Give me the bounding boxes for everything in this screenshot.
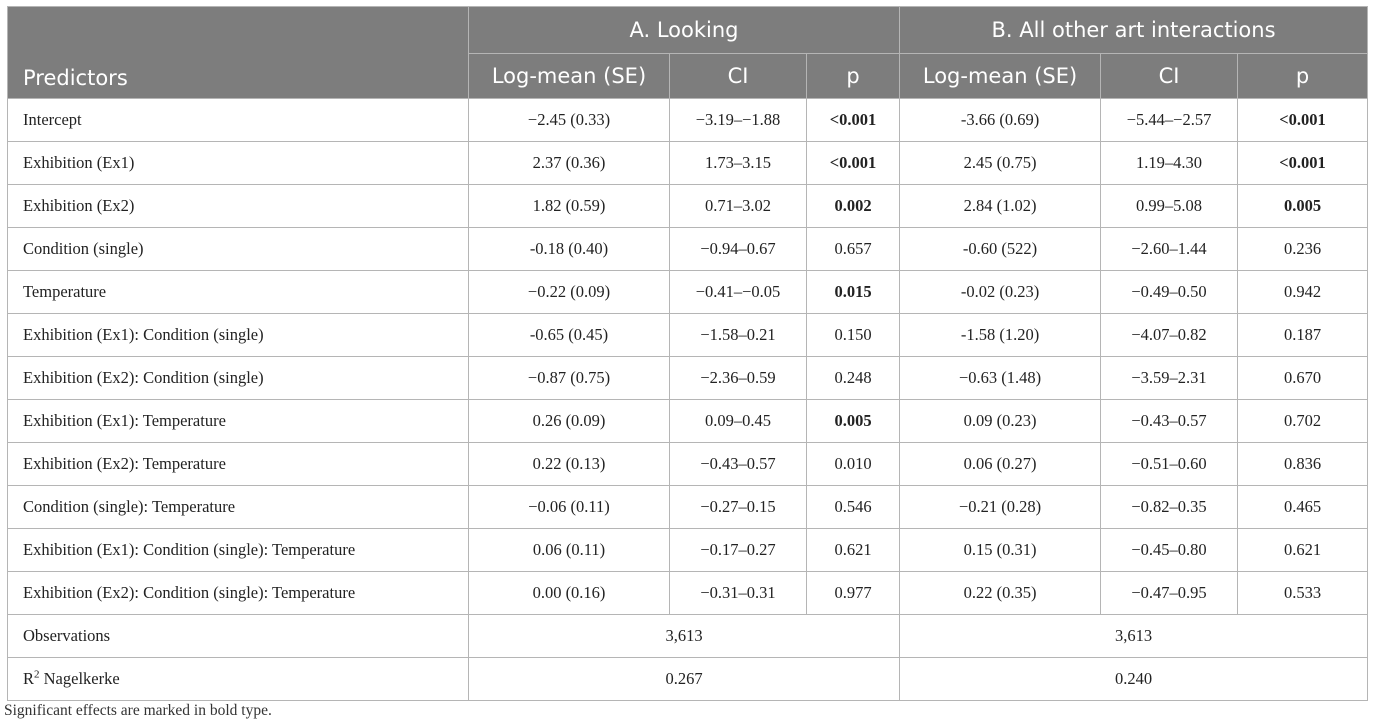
a-logmean: 0.00 (0.16) [469, 572, 670, 615]
a-ci: 0.71–3.02 [670, 185, 807, 228]
a-p: <0.001 [807, 142, 900, 185]
r2-b: 0.240 [900, 658, 1368, 701]
predictor-label: Exhibition (Ex2): Temperature [8, 443, 469, 486]
a-logmean: −0.87 (0.75) [469, 357, 670, 400]
a-ci: −0.27–0.15 [670, 486, 807, 529]
predictor-label: Exhibition (Ex1): Temperature [8, 400, 469, 443]
b-p: <0.001 [1238, 142, 1368, 185]
b-logmean: −0.63 (1.48) [900, 357, 1101, 400]
predictor-label: Exhibition (Ex2): Condition (single) [8, 357, 469, 400]
table-row [8, 271, 1368, 314]
table-row [8, 142, 1368, 185]
table-row [8, 486, 1368, 529]
predictor-label: Condition (single): Temperature [8, 486, 469, 529]
b-p: 0.670 [1238, 357, 1368, 400]
b-ci: −5.44–−2.57 [1101, 99, 1238, 142]
r2-label: $R^2$ Nagelkerke [8, 658, 469, 701]
predictor-label: Exhibition (Ex1) [8, 142, 469, 185]
observations-label: Observations [8, 615, 469, 658]
a-ci: −3.19–−1.88 [670, 99, 807, 142]
a-p: 0.621 [807, 529, 900, 572]
header-group-b: B. All other art interactions [900, 7, 1368, 54]
b-p: 0.702 [1238, 400, 1368, 443]
b-ci: −0.43–0.57 [1101, 400, 1238, 443]
a-ci: −0.41–−0.05 [670, 271, 807, 314]
b-ci: −0.51–0.60 [1101, 443, 1238, 486]
b-logmean: 2.45 (0.75) [900, 142, 1101, 185]
b-p: 0.187 [1238, 314, 1368, 357]
a-p: 0.005 [807, 400, 900, 443]
b-logmean: -0.02 (0.23) [900, 271, 1101, 314]
b-p: <0.001 [1238, 99, 1368, 142]
a-p: 0.010 [807, 443, 900, 486]
a-logmean: −2.45 (0.33) [469, 99, 670, 142]
a-logmean: 0.22 (0.13) [469, 443, 670, 486]
a-p: 0.546 [807, 486, 900, 529]
b-ci: −2.60–1.44 [1101, 228, 1238, 271]
header-b-logmean: Log-mean (SE) [900, 54, 1101, 99]
r2-row [8, 658, 1368, 701]
b-p: 0.836 [1238, 443, 1368, 486]
table-row [8, 357, 1368, 400]
a-logmean: 1.82 (0.59) [469, 185, 670, 228]
b-logmean: 0.09 (0.23) [900, 400, 1101, 443]
predictor-label: Temperature [8, 271, 469, 314]
predictor-label: Intercept [8, 99, 469, 142]
b-ci: −0.82–0.35 [1101, 486, 1238, 529]
a-ci: −0.17–0.27 [670, 529, 807, 572]
table-row [8, 185, 1368, 228]
b-ci: −3.59–2.31 [1101, 357, 1238, 400]
observations-a: 3,613 [469, 615, 900, 658]
a-p: <0.001 [807, 99, 900, 142]
a-p: 0.015 [807, 271, 900, 314]
b-ci: 0.99–5.08 [1101, 185, 1238, 228]
b-logmean: 0.06 (0.27) [900, 443, 1101, 486]
table-row [8, 572, 1368, 615]
a-ci: −1.58–0.21 [670, 314, 807, 357]
predictor-label: Exhibition (Ex2): Condition (single): Temperature [8, 572, 469, 615]
predictor-label: Exhibition (Ex1): Condition (single) [8, 314, 469, 357]
b-logmean: -1.58 (1.20) [900, 314, 1101, 357]
b-logmean: 0.15 (0.31) [900, 529, 1101, 572]
table-row [8, 228, 1368, 271]
b-ci: −4.07–0.82 [1101, 314, 1238, 357]
observations-b: 3,613 [900, 615, 1368, 658]
header-group-a: A. Looking [469, 7, 900, 54]
b-p: 0.236 [1238, 228, 1368, 271]
b-logmean: 0.22 (0.35) [900, 572, 1101, 615]
b-ci: 1.19–4.30 [1101, 142, 1238, 185]
a-p: 0.977 [807, 572, 900, 615]
table-row [8, 314, 1368, 357]
header-b-p: p [1238, 54, 1368, 99]
b-ci: −0.47–0.95 [1101, 572, 1238, 615]
header-a-p: p [807, 54, 900, 99]
header-predictors: Predictors [8, 7, 469, 99]
b-logmean: -3.66 (0.69) [900, 99, 1101, 142]
a-ci: −0.31–0.31 [670, 572, 807, 615]
observations-row [8, 615, 1368, 658]
b-p: 0.533 [1238, 572, 1368, 615]
a-p: 0.150 [807, 314, 900, 357]
b-p: 0.005 [1238, 185, 1368, 228]
table-row [8, 99, 1368, 142]
header-a-logmean: Log-mean (SE) [469, 54, 670, 99]
a-logmean: −0.06 (0.11) [469, 486, 670, 529]
predictor-label: Exhibition (Ex1): Condition (single): Temperature [8, 529, 469, 572]
table-row [8, 400, 1368, 443]
predictor-label: Exhibition (Ex2) [8, 185, 469, 228]
predictor-label: Condition (single) [8, 228, 469, 271]
b-p: 0.621 [1238, 529, 1368, 572]
header-a-ci: CI [670, 54, 807, 99]
b-logmean: 2.84 (1.02) [900, 185, 1101, 228]
b-logmean: −0.21 (0.28) [900, 486, 1101, 529]
a-logmean: 0.26 (0.09) [469, 400, 670, 443]
a-ci: 0.09–0.45 [670, 400, 807, 443]
a-p: 0.002 [807, 185, 900, 228]
b-ci: −0.45–0.80 [1101, 529, 1238, 572]
a-logmean: -0.65 (0.45) [469, 314, 670, 357]
a-logmean: 2.37 (0.36) [469, 142, 670, 185]
header-b-ci: CI [1101, 54, 1238, 99]
a-ci: −0.94–0.67 [670, 228, 807, 271]
table-row [8, 529, 1368, 572]
a-ci: −2.36–0.59 [670, 357, 807, 400]
a-logmean: −0.22 (0.09) [469, 271, 670, 314]
results-table [7, 6, 1368, 701]
a-ci: −0.43–0.57 [670, 443, 807, 486]
table-row [8, 443, 1368, 486]
b-ci: −0.49–0.50 [1101, 271, 1238, 314]
r2-a: 0.267 [469, 658, 900, 701]
a-p: 0.248 [807, 357, 900, 400]
table-footnote: Significant effects are marked in bold type. [4, 702, 272, 719]
b-p: 0.942 [1238, 271, 1368, 314]
b-p: 0.465 [1238, 486, 1368, 529]
a-p: 0.657 [807, 228, 900, 271]
a-ci: 1.73–3.15 [670, 142, 807, 185]
b-logmean: -0.60 (522) [900, 228, 1101, 271]
a-logmean: -0.18 (0.40) [469, 228, 670, 271]
a-logmean: 0.06 (0.11) [469, 529, 670, 572]
